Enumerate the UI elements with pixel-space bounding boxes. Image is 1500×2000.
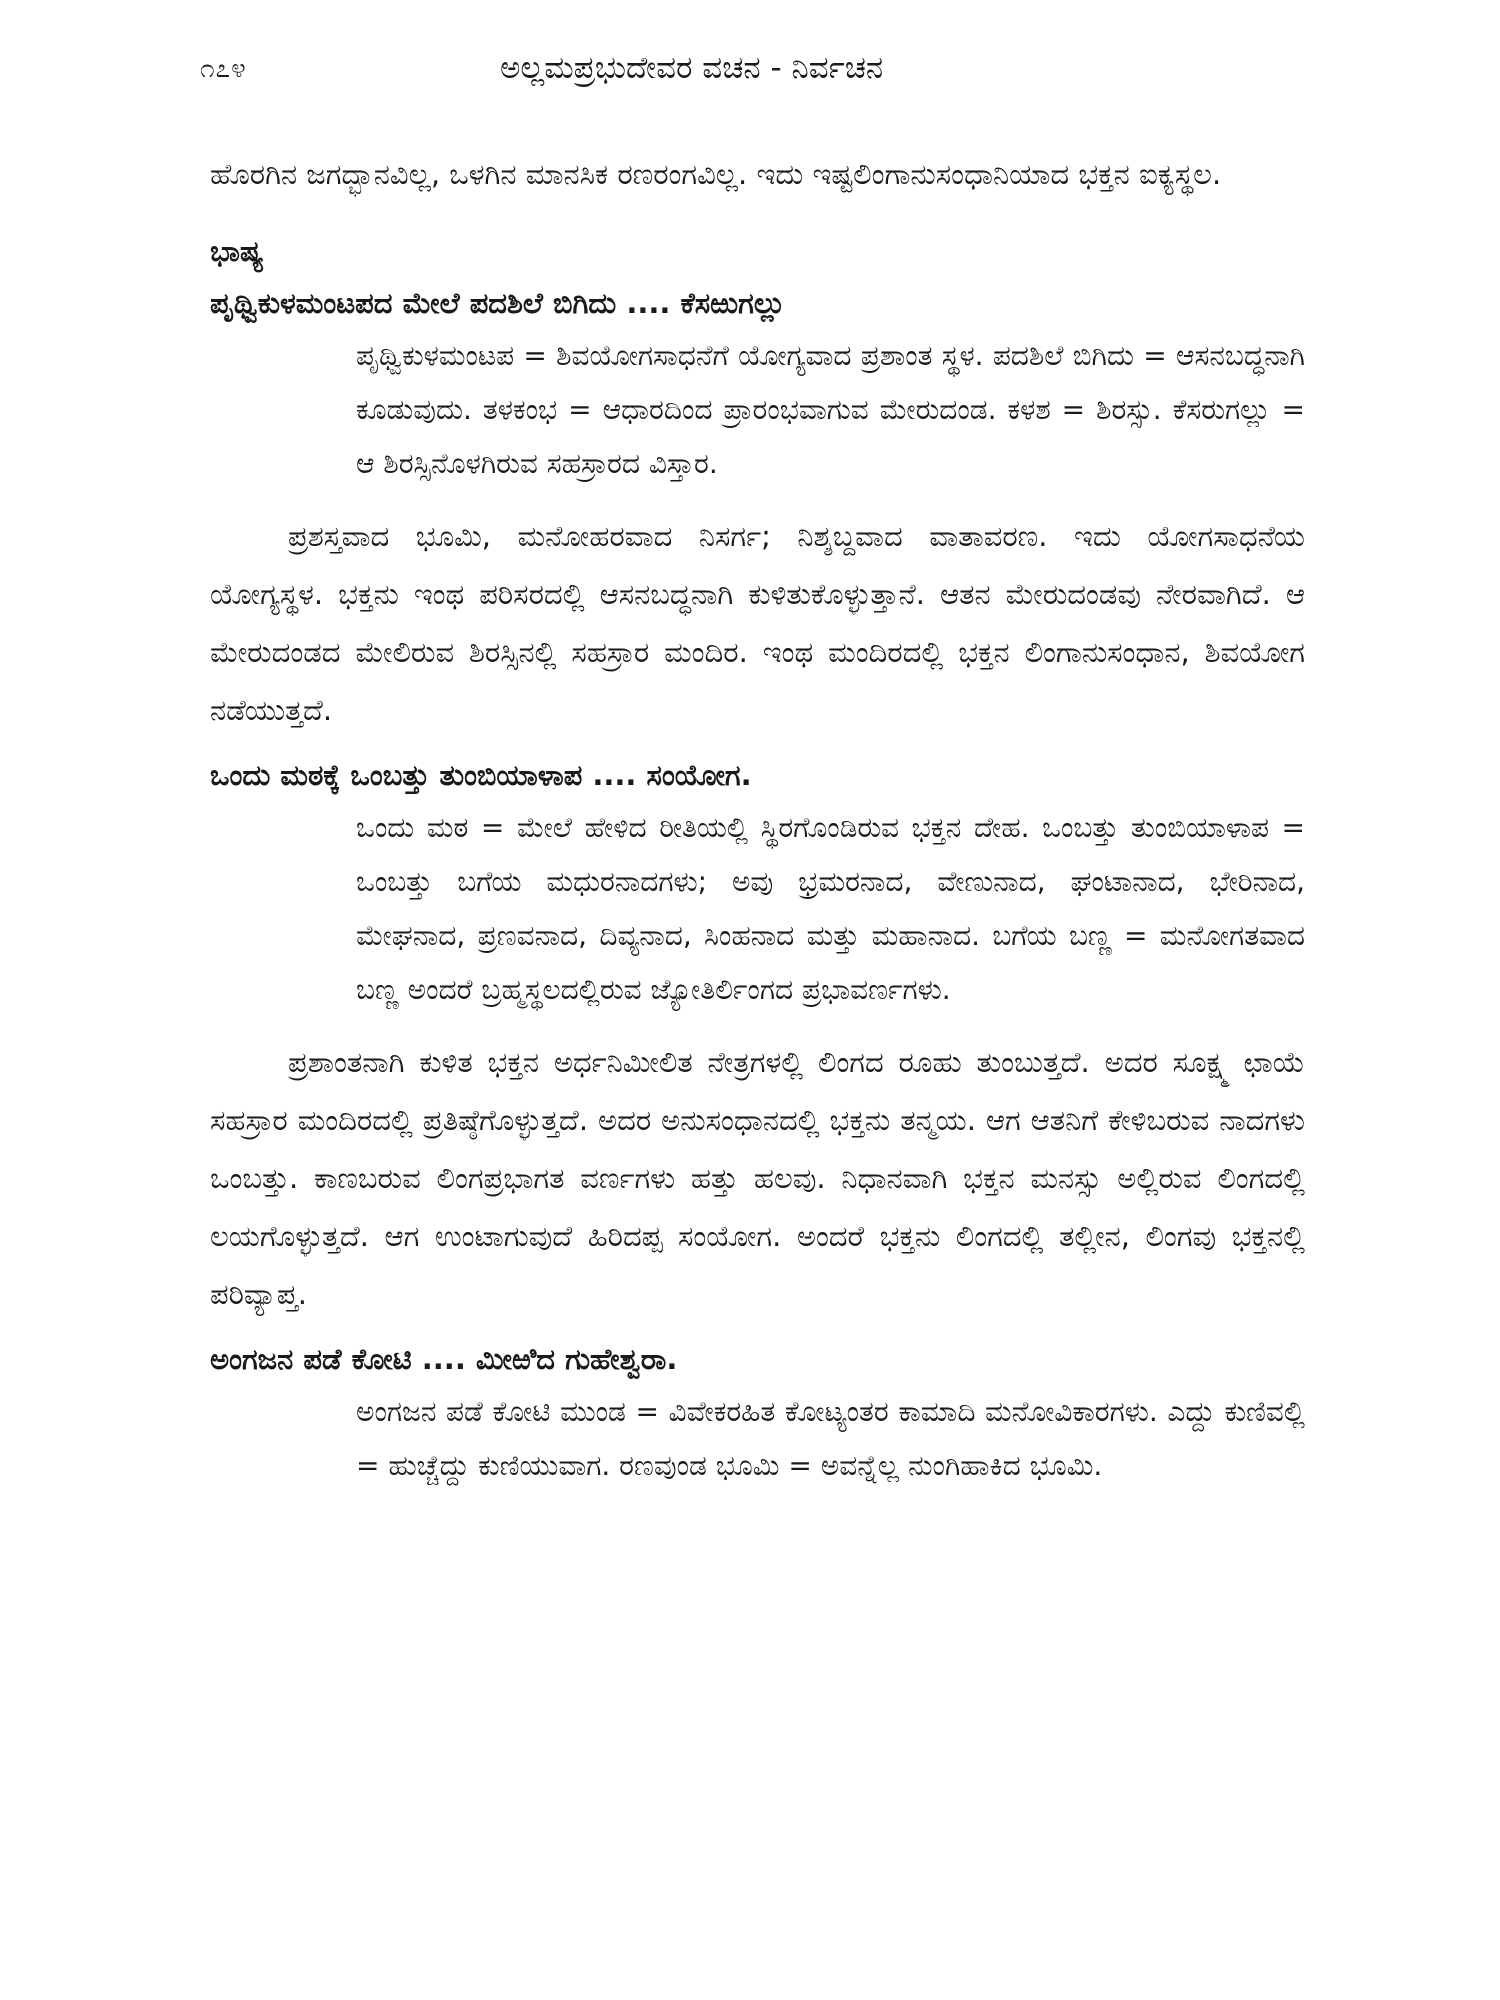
commentary-heading: ಭಾಷ್ಯ [210,234,264,268]
section-paragraph: ಪ್ರಶಸ್ತವಾದ ಭೂಮಿ, ಮನೋಹರವಾದ ನಿಸರ್ಗ; ನಿಶ್ಶಬ್ದವಾದ ವಾತಾವರಣ. ಇದು ಯೋಗಸಾಧನೆಯ ಯೋಗ್ಯಸ್ಥಳ. ಭಕ್ತನು ಇಂಥ ಪರಿಸರದಲ್ಲಿ ಆಸನಬದ್ಧನಾಗಿ ಕುಳಿತುಕೊಳ್ಳುತ್ತಾನೆ. ಆತನ ಮೇರುದಂಡವು ನೇರವಾಗಿದೆ. ಆ ಮೇರುದಂಡದ ಮೇಲಿರುವ ಶಿರಸ್ಸಿನಲ್ಲಿ ಸಹಸ್ರಾರ ಮಂದಿರ. ಇಂಥ ಮಂದಿರದಲ್ಲಿ ಭಕ್ತನ ಲಿಂಗಾನುಸಂಧಾನ, ಶಿವಯೋಗ ನಡೆಯುತ್ತದೆ. [210,519,1305,727]
section-gloss: ಒಂದು ಮಠ = ಮೇಲೆ ಹೇಳಿದ ರೀತಿಯಲ್ಲಿ ಸ್ಥಿರಗೊಂಡಿರುವ ಭಕ್ತನ ದೇಹ. ಒಂಬತ್ತು ತುಂಬಿಯಾಳಾಪ = ಒಂಬತ್ತು ಬಗೆಯ ಮಧುರನಾದಗಳು; ಅವು ಭ್ರಮರನಾದ, ವೇಣುನಾದ, ಘಂಟಾನಾದ, ಭೇರಿನಾದ, ಮೇಘನಾದ, ಪ್ರಣವನಾದ, ದಿವ್ಯನಾದ, ಸಿಂಹನಾದ ಮತ್ತು ಮಹಾನಾದ. ಬಗೆಯ ಬಣ್ಣ = ಮನೋಗತವಾದ ಬಣ್ಣ ಅಂದರೆ ಬ್ರಹ್ಮಸ್ಥಲದಲ್ಲಿರುವ ಜ್ಯೋತಿರ್ಲಿಂಗದ ಪ್ರಭಾವರ್ಣಗಳು. [356,811,1305,1006]
section-gloss: ಅಂಗಜನ ಪಡೆ ಕೋಟಿ ಮುಂಡ = ವಿವೇಕರಹಿತ ಕೋಟ್ಯಂತರ ಕಾಮಾದಿ ಮನೋವಿಕಾರಗಳು. ಎದ್ದು ಕುಣಿವಲ್ಲಿ = ಹುಚ್ಚೆದ್ದು ಕುಣಿಯುವಾಗ. ರಣವುಂಡ ಭೂಮಿ = ಅವನ್ನೆಲ್ಲ ನುಂಗಿಹಾಕಿದ ಭೂಮಿ. [356,1395,1305,1482]
body-text [210,145,1305,1493]
running-header [200,50,1300,100]
page-number: ೧೭೪ [200,54,247,84]
section-heading: ಅಂಗಜನ ಪಡೆ ಕೋಟಿ .... ಮೀಱಿದ ಗುಹೇಶ್ವರಾ. [210,1342,678,1376]
section-heading: ಪೃಥ್ವಿಕುಳಮಂಟಪದ ಮೇಲೆ ಪದಶಿಲೆ ಬಿಗಿದು .... ಕೆಸಱುಗಲ್ಲು [210,286,786,320]
book-title: ಅಲ್ಲಮಪ್ರಭುದೇವರ ವಚನ - ನಿರ್ವಚನ [500,50,884,86]
section-gloss: ಪೃಥ್ವಿಕುಳಮಂಟಪ = ಶಿವಯೋಗಸಾಧನೆಗೆ ಯೋಗ್ಯವಾದ ಪ್ರಶಾಂತ ಸ್ಥಳ. ಪದಶಿಲೆ ಬಿಗಿದು = ಆಸನಬದ್ಧನಾಗಿ ಕೂಡುವುದು. ತಳಕಂಭ = ಆಧಾರದಿಂದ ಪ್ರಾರಂಭವಾಗುವ ಮೇರುದಂಡ. ಕಳಶ = ಶಿರಸ್ಸು. ಕೆಸರುಗಲ್ಲು = ಆ ಶಿರಸ್ಸಿನೊಳಗಿರುವ ಸಹಸ್ರಾರದ ವಿಸ್ತಾರ. [356,339,1305,480]
section-heading: ಒಂದು ಮಠಕ್ಕೆ ಒಂಬತ್ತು ತುಂಬಿಯಾಳಾಪ .... ಸಂಯೋಗ. [210,758,752,792]
intro-paragraph: ಹೊರಗಿನ ಜಗದ್ಭಾನವಿಲ್ಲ, ಒಳಗಿನ ಮಾನಸಿಕ ರಣರಂಗವಿಲ್ಲ. ಇದು ಇಷ್ಟಲಿಂಗಾನುಸಂಧಾನಿಯಾದ ಭಕ್ತನ ಐಕ್ಯಸ್ಥಲ. [210,157,1222,191]
section-paragraph: ಪ್ರಶಾಂತನಾಗಿ ಕುಳಿತ ಭಕ್ತನ ಅರ್ಧನಿಮೀಲಿತ ನೇತ್ರಗಳಲ್ಲಿ ಲಿಂಗದ ರೂಹು ತುಂಬುತ್ತದೆ. ಅದರ ಸೂಕ್ಷ್ಮ ಛಾಯೆ ಸಹಸ್ರಾರ ಮಂದಿರದಲ್ಲಿ ಪ್ರತಿಷ್ಠೆಗೊಳ್ಳುತ್ತದೆ. ಅದರ ಅನುಸಂಧಾನದಲ್ಲಿ ಭಕ್ತನು ತನ್ಮಯ. ಆಗ ಆತನಿಗೆ ಕೇಳಿಬರುವ ನಾದಗಳು ಒಂಬತ್ತು. ಕಾಣಬರುವ ಲಿಂಗಪ್ರಭಾಗತ ವರ್ಣಗಳು ಹತ್ತು ಹಲವು. ನಿಧಾನವಾಗಿ ಭಕ್ತನ ಮನಸ್ಸು ಅಲ್ಲಿರುವ ಲಿಂಗದಲ್ಲಿ ಲಯಗೊಳ್ಳುತ್ತದೆ. ಆಗ ಉಂಟಾಗುವುದೆ ಹಿರಿದಪ್ಪ ಸಂಯೋಗ. ಅಂದರೆ ಭಕ್ತನು ಲಿಂಗದಲ್ಲಿ ತಲ್ಲೀನ, ಲಿಂಗವು ಭಕ್ತನಲ್ಲಿ ಪರಿವ್ಯಾಪ್ತ. [210,1045,1305,1311]
